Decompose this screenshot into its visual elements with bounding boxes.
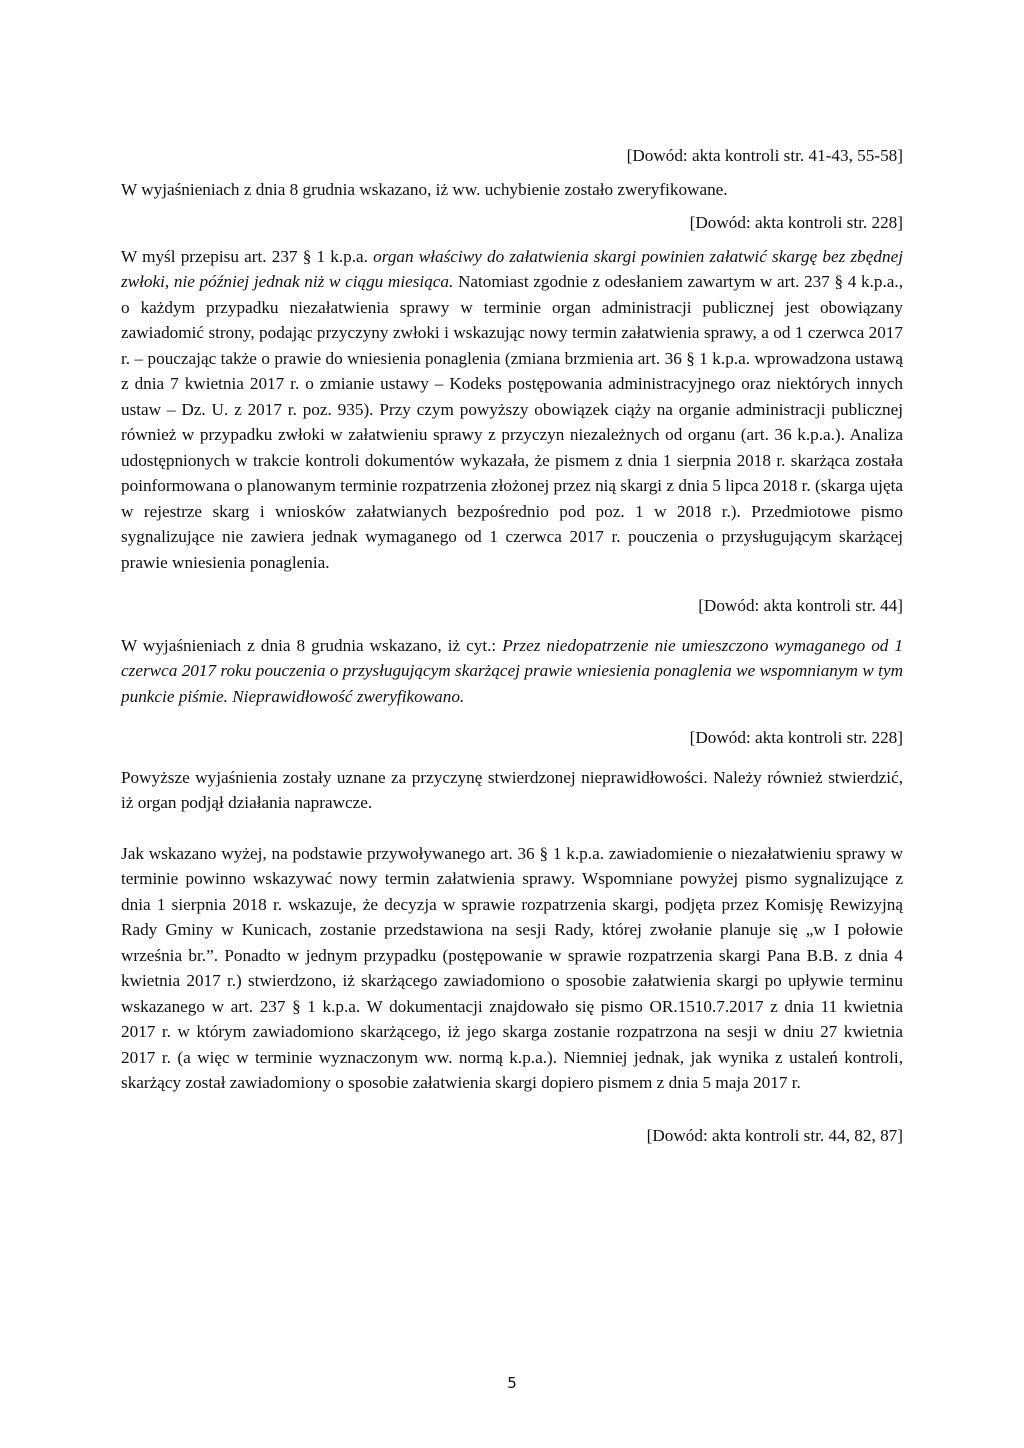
paragraph-explanation-2 xyxy=(121,633,903,710)
paragraph-legal-basis xyxy=(121,244,903,576)
evidence-reference: [Dowód: akta kontroli str. 44, 82, 87] xyxy=(646,1125,903,1145)
document-page xyxy=(121,143,903,1148)
paragraph-explanation-1: W wyjaśnieniach z dnia 8 grudnia wskazano, iż ww. uchybienie zostało zweryfikowane. xyxy=(121,179,728,199)
paragraph-text: W myśl przepisu art. 237 § 1 k.p.a. xyxy=(121,246,374,266)
paragraph-quote: organ właściwy do załatwienia skargi powinien załatwić skargę bez zbędnej zwłoki, nie później jednak niż w ciągu miesiąca. xyxy=(121,246,903,291)
paragraph-text: W wyjaśnieniach z dnia 8 grudnia wskazano, iż cyt.: xyxy=(121,635,503,655)
evidence-reference: [Dowód: akta kontroli str. 41-43, 55-58] xyxy=(626,146,903,165)
evidence-reference: [Dowód: akta kontroli str. 228] xyxy=(689,213,903,232)
paragraph-text: Natomiast zgodnie z odesłaniem zawartym w art. 237 § 4 k.p.a., o każdym przypadku niezałatwienia sprawy w terminie organ administracji publicznej jest obowiązany zawiadomić strony, podając przyczyny zwłoki i wskazując nowy termin załatwienia sprawy, a od 1 czerwca 2017 r. – pouczając także o prawie do wniesienia ponaglenia (zmiana brzmienia art. 36 § 1 k.p.a. wprowadzona ustawą z dnia 7 kwietnia 2017 r. o zmianie ustawy – Kodeks postępowania administracyjnego oraz niektórych innych ustaw – Dz. U. z 2017 r. poz. 935). Przy czym powyższy obowiązek ciąży na organie administracji publicznej również w przypadku zwłoki w załatwieniu sprawy z przyczyn niezależnych od organu (art. 36 k.p.a.). Analiza udostępnionych w trakcie kontroli dokumentów wykazała, że pismem z dnia 1 sierpnia 2018 r. skarżąca została poinformowana o planowanym terminie rozpatrzenia złożonej przez nią skargi z dnia 5 lipca 2018 r. (skarga ujęta w rejestrze skarg i wniosków załatwianych bezpośrednio pod poz. 1 w 2018 r.). Przedmiotowe pismo sygnalizujące nie zawiera jednak wymaganego od 1 czerwca 2017 r. pouczenia o przysługującym skarżącej prawie wniesienia ponaglenia. xyxy=(121,272,903,572)
paragraph-quote: Przez niedopatrzenie nie umieszczono wymaganego od 1 czerwca 2017 roku pouczenia o przysługującym skarżącej prawie wniesienia ponaglenia we wspomnianym w tym punkcie piśmie. Nieprawidłowość zweryfikowano. xyxy=(121,635,903,706)
paragraph-findings: Jak wskazano wyżej, na podstawie przywoływanego art. 36 § 1 k.p.a. zawiadomienie o niezałatwieniu sprawy w terminie powinno wskazywać nowy termin załatwienia sprawy. Wspomniane powyżej pismo sygnalizujące z dnia 1 sierpnia 2018 r. wskazuje, że decyzja w sprawie rozpatrzenia skargi, podjęta przez Komisję Rewizyjną Rady Gminy w Kunicach, zostanie przedstawiona na sesji Rady, której zwołanie planuje się „w I połowie września br.”. Ponadto w jednym przypadku (postępowanie w sprawie rozpatrzenia skargi Pana B.B. z dnia 4 kwietnia 2017 r.) stwierdzono, iż skarżącego zawiadomiono o sposobie załatwienia skargi po upływie terminu wskazanego w art. 237 § 1 k.p.a. W dokumentacji znajdowało się pismo OR.1510.7.2017 z dnia 11 kwietnia 2017 r. w którym zawiadomiono skarżącego, iż jego skarga zostanie rozpatrzona na sesji w dniu 27 kwietnia 2017 r. (a więc w terminie wyznaczonym ww. normą k.p.a.). Niemniej jednak, jak wynika z ustaleń kontroli, skarżący został zawiadomiony o sposobie załatwienia skargi dopiero pismem z dnia 5 maja 2017 r. xyxy=(121,843,903,1092)
paragraph-conclusion: Powyższe wyjaśnienia zostały uznane za przyczynę stwierdzonej nieprawidłowości. Należy również stwierdzić, iż organ podjął działania naprawcze. xyxy=(121,767,903,812)
page-number: 5 xyxy=(507,1374,517,1392)
evidence-reference: [Dowód: akta kontroli str. 44] xyxy=(698,596,903,615)
evidence-reference: [Dowód: akta kontroli str. 228] xyxy=(689,728,903,747)
